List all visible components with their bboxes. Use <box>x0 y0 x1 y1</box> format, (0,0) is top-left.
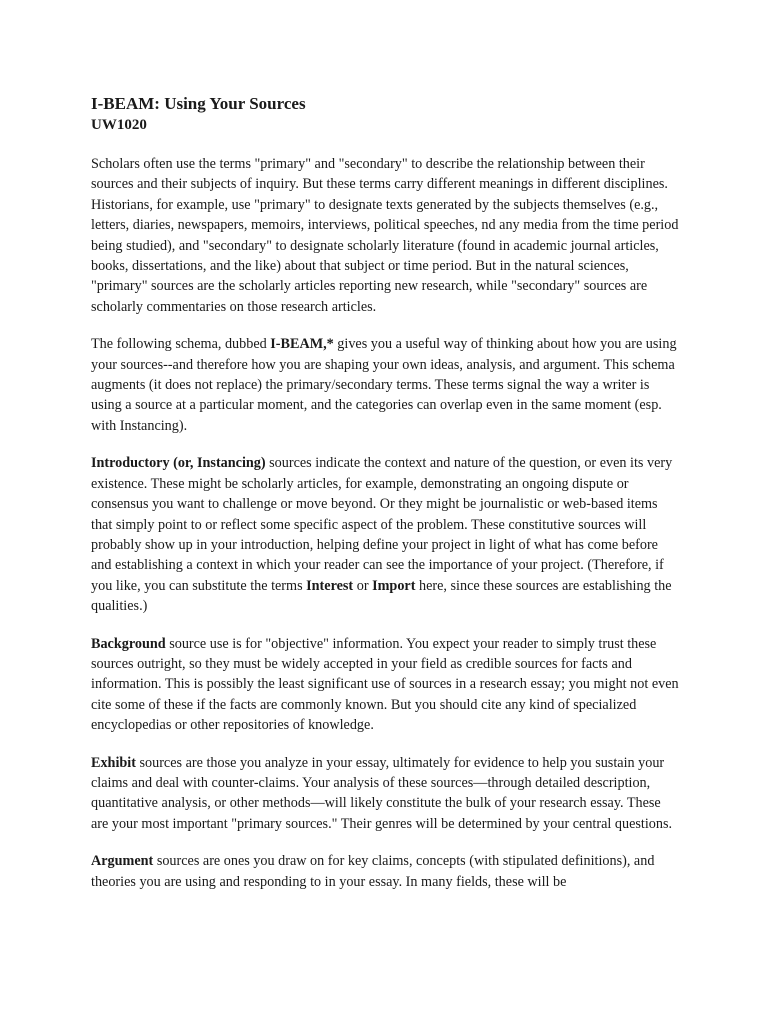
paragraph-text: sources indicate the context and nature of the question, or even its very existence. These might be scholarly articles, for example, demonstrating an ongoing dispute or consensus you want to challenge or move beyond. Or they might be journalistic or web-based items that simply point to or reflect some specific aspect of the problem. These constitutive sources will probably show up in your introduction, helping define your project in light of what has come before and establishing a context in which your reader can see the importance of your project. (Therefore, if you like, you can substitute the terms <box>91 455 673 594</box>
paragraph-primary-secondary: Scholars often use the terms "primary" and "secondary" to describe the relationship between their sources and their subjects of inquiry. But these terms carry different meanings in different disciplines. Historians, for example, use "primary" to designate texts generated by the subjects themselves (e.g., letters, diaries, newspapers, memoirs, interviews, political speeches, nd any media from the time period being studied), and "secondary" to designate scholarly literature (found in academic journal articles, books, dissertations, and the like) about that subject or time period. But in the natural sciences, "primary" sources are the scholarly articles reporting new research, while "secondary" sources are scholarly commentaries on those research articles. <box>91 156 679 315</box>
document-title: I-BEAM: Using Your Sources <box>91 94 306 113</box>
introductory-term: Introductory (or, Instancing) <box>91 455 266 472</box>
document-page <box>91 93 681 909</box>
ibeam-term: I-BEAM,* <box>270 336 334 353</box>
course-code: UW1020 <box>91 117 147 133</box>
paragraph-text: or <box>353 577 373 594</box>
paragraph-text: sources are ones you draw on for key claims, concepts (with stipulated definitions), and theories you are using and responding to in your essay. In many fields, these will be <box>91 853 655 890</box>
paragraph-text: The following schema, dubbed <box>91 336 271 353</box>
exhibit-term: Exhibit <box>91 754 136 771</box>
paragraph-ibeam-schema <box>91 334 681 436</box>
paragraph-text: sources are those you analyze in your essay, ultimately for evidence to help you sustain your claims and deal with counter-claims. Your analysis of these sources—through detailed description, quantitative analysis, or other methods—will likely constitute the bulk of your research essay. These are your most important "primary sources." Their genres will be determined by your central questions. <box>91 754 673 832</box>
argument-term: Argument <box>91 853 154 870</box>
paragraph-exhibit <box>91 753 681 835</box>
import-term: Import <box>372 577 416 594</box>
paragraph-text: gives you a useful way of thinking about how you are using your sources--and therefore how you are shaping your own ideas, analysis, and argument. This schema augments (it does not replace) the primary/secondary terms. These terms signal the way a writer is using a source at a particular moment, and the categories can overlap even in the same moment (esp. with Instancing). <box>91 336 677 434</box>
background-term: Background <box>91 635 166 652</box>
paragraph-text: source use is for "objective" information. You expect your reader to simply trust these sources outright, so they must be widely accepted in your field as credible sources for facts and information. This is possibly the least significant use of sources in a research essay; you might not even cite some of these if the facts are commonly known. But you should cite any kind of specialized encyclopedias or other repositories of knowledge. <box>91 635 679 734</box>
paragraph-introductory <box>91 453 681 616</box>
interest-term: Interest <box>306 577 354 594</box>
paragraph-argument <box>91 851 681 892</box>
paragraph-text: here, since these sources are establishing the qualities.) <box>91 577 672 615</box>
paragraph-background <box>91 634 681 736</box>
